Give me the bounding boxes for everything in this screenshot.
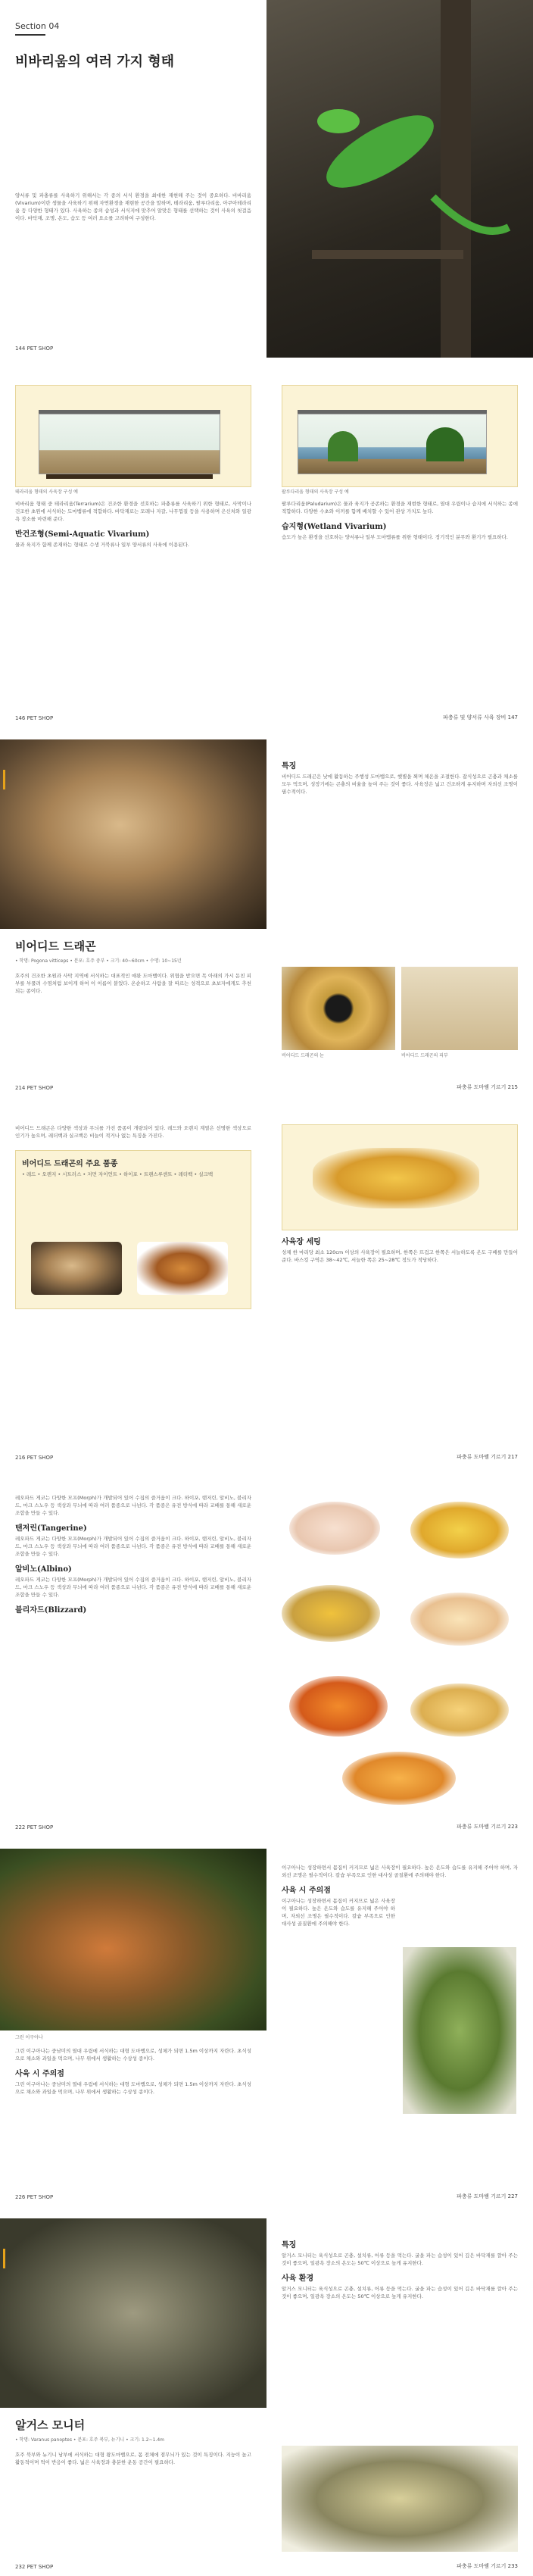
right-body: 이구아나는 성장하면서 몸집이 커지므로 넓은 사육장이 필요하다. 높은 온도와 습도를 유지해 주어야 하며, 자외선 조명은 필수적이다. 칼슘 부족으로 인한 대사성 골질환에 주의해야 한다.: [282, 1865, 518, 1878]
left-body-repeat-1: 레오파드 게코는 다양한 모프(Morph)가 개발되어 있어 수집의 즐거움이 크다. 하이포, 탠저린, 알비노, 블리자드, 마크 스노우 등 색상과 무늬에 따라 여러 품종으로 나뉜다. 각 품종은 유전 방식에 따라 교배를 통해 새로운 조합을 만들 수 있다.: [15, 1536, 251, 1557]
left-body: 레오파드 게코는 다양한 모프(Morph)가 개발되어 있어 수집의 즐거움이 크다. 하이포, 탠저린, 알비노, 블리자드, 마크 스노우 등 색상과 무늬에 따라 여러 품종으로 나뉜다. 각 품종은 유전 방식에 따라 교배를 통해 새로운 조합을 만들 수 있다.: [15, 1495, 251, 1516]
right-heading: 특징: [282, 762, 297, 771]
left-body: 비바리움 형태 중 테라리움(Terrarium)은 건조한 환경을 선호하는 파충류를 사육하기 위한 형태로, 사막이나 건조한 초원에 서식하는 도마뱀류에 적합하다. 바닥재로는 모래나 자갈, 나무껍질 등을 사용하며 은신처와 일광욕 장소를 마련해 준다.: [15, 501, 251, 522]
lizard-head: [317, 109, 360, 133]
left-page: [0, 1849, 266, 2206]
species-info: • 학명: Pogona vitticeps • 분포: 호주 중부 • 크기: 40~60cm • 수명: 10~15년: [15, 958, 182, 964]
gecko-morph-5: [289, 1676, 388, 1737]
right-heading: 습지형(Wetland Vivarium): [282, 523, 387, 531]
divider: [0, 727, 533, 739]
right-heading: 사육 시 주의점: [282, 1887, 331, 1895]
page-footer: 파충류 도마뱀 기르기 215: [457, 1084, 518, 1090]
page-footer: 222 PET SHOP: [15, 1824, 54, 1830]
left-body-repeat-2: 레오파드 게코는 다양한 모프(Morph)가 개발되어 있어 수집의 즐거움이 크다. 하이포, 탠저린, 알비노, 블리자드, 마크 스노우 등 색상과 무늬에 따라 여러 품종으로 나뉜다. 각 품종은 유전 방식에 따라 교배를 통해 새로운 조합을 만들 수 있다.: [15, 1577, 251, 1598]
chapter-marker: [3, 2249, 5, 2268]
section-label: Section 04: [15, 21, 60, 31]
article-body: 호주 북부와 뉴기니 남부에 서식하는 대형 왕도마뱀으로, 몸 전체에 점무늬가 있는 것이 특징이다. 지능이 높고 활동적이며 먹이 반응이 좋다. 넓은 사육장과 충분한 운동 공간이 필요하다.: [15, 2452, 251, 2465]
terrarium-diagram-box: [15, 385, 251, 487]
page-footer: 214 PET SHOP: [15, 1085, 54, 1091]
spread-vivarium-intro: [0, 0, 533, 358]
gecko-photo: [313, 1148, 479, 1208]
page-footer: 파충류 도마뱀 기르기 233: [457, 2563, 518, 2569]
left-page: [0, 370, 266, 727]
species-info: • 학명: Varanus panoptes • 분포: 호주 북부, 뉴기니 • 크기: 1.2~1.4m: [15, 2437, 165, 2443]
page-footer: 226 PET SHOP: [15, 2194, 54, 2200]
gecko-morph-7: [342, 1752, 456, 1805]
right-body-2: 습도가 높은 환경을 선호하는 양서류나 일부 도마뱀류를 위한 형태이다. 정기적인 분무와 환기가 필요하다.: [282, 534, 508, 540]
left-heading: 반건조형(Semi-Aquatic Vivarium): [15, 530, 150, 539]
spread-vivarium-types: [0, 370, 533, 727]
right-body-short: 이구아나는 성장하면서 몸집이 커지므로 넓은 사육장이 필요하다. 높은 온도와 습도를 유지해 주어야 하며, 자외선 조명은 필수적이다. 칼슘 부족으로 인한 대사성 골질환에 주의해야 한다.: [282, 1898, 395, 1927]
box-lines: • 레드 • 오렌지 • 시트러스 • 저먼 자이언트 • 하이포 • 트랜스루센트 • 레더백 • 실크백: [22, 1171, 214, 1177]
monitor-photo: [0, 2218, 266, 2408]
divider: [0, 358, 533, 370]
box-title: 비어디드 드래곤의 주요 품종: [22, 1160, 118, 1168]
morph-photo-1: [31, 1242, 122, 1295]
spread-bearded-dragon: [0, 739, 533, 1097]
gecko-morph-1: [289, 1502, 380, 1555]
iguana-photo: [0, 1849, 266, 2030]
divider: [0, 2206, 533, 2218]
spread-argus-monitor: [0, 2218, 533, 2576]
right-body-repeat: 알거스 모니터는 육식성으로 곤충, 설치류, 어류 등을 먹는다. 굴을 파는 습성이 있어 깊은 바닥재를 깔아 주는 것이 좋으며, 일광욕 장소의 온도는 50℃ 이상으로 높게 유지한다.: [282, 2286, 518, 2299]
diagram-caption: 팔루다리움 형태의 사육장 구성 예: [282, 489, 349, 495]
section-rule: [15, 34, 45, 36]
page-footer: 파충류 도마뱀 기르기 227: [457, 2193, 518, 2199]
page-footer: 232 PET SHOP: [15, 2564, 54, 2570]
gecko-morph-3: [282, 1585, 380, 1642]
left-page: [0, 0, 266, 358]
eye-caption: 비어디드 드래곤의 눈: [282, 1053, 324, 1058]
page-title: 비바리움의 여러 가지 형태: [15, 54, 175, 70]
right-page: [266, 739, 533, 1097]
divider: [0, 1837, 533, 1849]
skin-closeup-photo: [401, 967, 518, 1050]
morph-info-box: [15, 1150, 251, 1309]
morph-photo-box: [282, 1124, 518, 1230]
plant-decor: [328, 431, 358, 461]
right-body: 성체 한 마리당 최소 120cm 이상의 사육장이 필요하며, 한쪽은 뜨겁고 한쪽은 서늘하도록 온도 구배를 만들어 준다. 바스킹 구역은 38~42℃, 서늘한 쪽은 25~28℃ 정도가 적당하다.: [282, 1249, 518, 1263]
morph-heading-2: 알비노(Albino): [15, 1565, 72, 1574]
left-page: [0, 1109, 266, 1467]
right-page: [266, 1479, 533, 1837]
right-body: 팔루다리움(Paludarium)은 물과 육지가 공존하는 환경을 재현한 형태로, 열대 우림이나 습지에 서식하는 종에 적합하다. 다양한 수초와 이끼를 함께 배치할 수 있어 관상 가치도 높다.: [282, 501, 518, 514]
spread-leopard-gecko-morphs: [0, 1479, 533, 1837]
left-body-2: 물과 육지가 함께 존재하는 형태로 수생 거북류나 일부 양서류의 사육에 이용된다.: [15, 542, 189, 548]
morph-heading-3: 블리자드(Blizzard): [15, 1606, 87, 1615]
diagram-caption: 테라리움 형태의 사육장 구성 예: [15, 489, 78, 495]
gecko-morph-6: [410, 1683, 509, 1737]
article-block: [15, 2417, 251, 2466]
spread-bearded-morphs: [0, 1109, 533, 1467]
plant-decor-2: [426, 427, 464, 461]
intro-body: 양서류 및 파충류를 사육하기 위해서는 각 종의 서식 환경을 최대한 재현해 주는 것이 중요하다. 비바리움(Vivarium)이란 생물을 사육하기 위해 자연환경을 재현한 공간을 말하며, 테라리움, 팔루다리움, 아쿠아테라리움 등 다양한 형태가 있다. 사육하는 종의 습성과 서식지에 맞추어 알맞은 형태를 선택하는 것이 사육의 첫걸음이다. 바닥재, 조명, 온도, 습도 등 여러 요소를 고려하여 구성한다.: [15, 192, 251, 221]
left-body: 그린 이구아나는 중남미의 열대 우림에 서식하는 대형 도마뱀으로, 성체가 되면 1.5m 이상까지 자란다. 초식성으로 채소와 과일을 먹으며, 나무 위에서 생활하는 수상성 종이다.: [15, 2048, 251, 2062]
right-body: 알거스 모니터는 육식성으로 곤충, 설치류, 어류 등을 먹는다. 굴을 파는 습성이 있어 깊은 바닥재를 깔아 주는 것이 좋으며, 일광욕 장소의 온도는 50℃ 이상으로 높게 유지한다.: [282, 2252, 518, 2266]
right-heading: 특징: [282, 2241, 297, 2249]
monitor-closeup-photo: [282, 2446, 518, 2552]
article-body: 호주의 건조한 초원과 사막 지역에 서식하는 대표적인 애완 도마뱀이다. 위협을 받으면 목 아래의 가시 돋친 피부를 부풀려 수염처럼 보이게 하여 이 이름이 붙었다. 온순하고 사람을 잘 따르는 성격으로 초보자에게도 추천되는 종이다.: [15, 973, 251, 994]
left-page: [0, 2218, 266, 2576]
article-title: 알거스 모니터: [15, 2418, 86, 2432]
page-footer: 144 PET SHOP: [15, 345, 54, 352]
left-body: 비어디드 드래곤은 다양한 색상과 무늬를 가진 품종이 개량되어 있다. 레드와 오렌지 계열은 선명한 색상으로 인기가 높으며, 레더백과 실크백은 비늘이 적거나 없는 특징을 가진다.: [15, 1125, 251, 1139]
gecko-morph-4: [410, 1593, 509, 1646]
morph-heading-1: 탠저린(Tangerine): [15, 1524, 87, 1533]
bearded-dragon-photo: [0, 739, 266, 929]
left-body-repeat: 그린 이구아나는 중남미의 열대 우림에 서식하는 대형 도마뱀으로, 성체가 되면 1.5m 이상까지 자란다. 초식성으로 채소와 과일을 먹으며, 나무 위에서 생활하는 수상성 종이다.: [15, 2081, 251, 2095]
divider: [0, 1097, 533, 1109]
tank-base: [46, 474, 213, 479]
page-footer: 파충류 도마뱀 기르기 217: [457, 1454, 518, 1460]
paludarium-diagram-box: [282, 385, 518, 487]
left-page: [0, 739, 266, 1097]
eye-closeup-photo: [282, 967, 395, 1050]
article-title: 비어디드 드래곤: [15, 939, 96, 953]
morph-photo-2: [137, 1242, 228, 1295]
divider: [0, 1467, 533, 1479]
right-page: [266, 1849, 533, 2206]
chapter-marker: [3, 770, 5, 789]
iguana-inset-photo: [403, 1947, 516, 2114]
spread-iguana: [0, 1849, 533, 2206]
left-page: [0, 1479, 266, 1837]
page-footer: 파충류 및 양서류 사육 장비 147: [443, 714, 518, 721]
left-heading: 사육 시 주의점: [15, 2070, 64, 2078]
skin-caption: 비어디드 드래곤의 피부: [401, 1053, 448, 1058]
branch: [312, 250, 463, 259]
terrarium-tank: [39, 414, 220, 474]
right-body: 비어디드 드래곤은 낮에 활동하는 주행성 도마뱀으로, 햇볕을 쬐며 체온을 조절한다. 잡식성으로 곤충과 채소를 모두 먹으며, 성장기에는 곤충의 비율을 높여 주는 것이 좋다. 사육장은 넓고 건조하게 유지하며 자외선 조명이 필수적이다.: [282, 774, 518, 795]
right-page: [266, 1109, 533, 1467]
page-footer: 파충류 도마뱀 기르기 223: [457, 1824, 518, 1830]
right-page: [266, 2218, 533, 2576]
right-page: [266, 370, 533, 727]
page-footer: 146 PET SHOP: [15, 715, 54, 721]
green-lizard-photo: [266, 0, 533, 358]
article-block: [15, 2047, 251, 2096]
right-heading-2: 사육 환경: [282, 2274, 314, 2283]
article-block: [15, 938, 251, 995]
right-heading: 사육장 세팅: [282, 1238, 321, 1246]
tree-trunk: [441, 0, 471, 358]
photo-caption: 그린 이구아나: [15, 2035, 43, 2040]
gecko-morph-2: [410, 1502, 509, 1558]
green-lizard-illustration: [266, 0, 533, 358]
page-footer: 216 PET SHOP: [15, 1455, 54, 1461]
